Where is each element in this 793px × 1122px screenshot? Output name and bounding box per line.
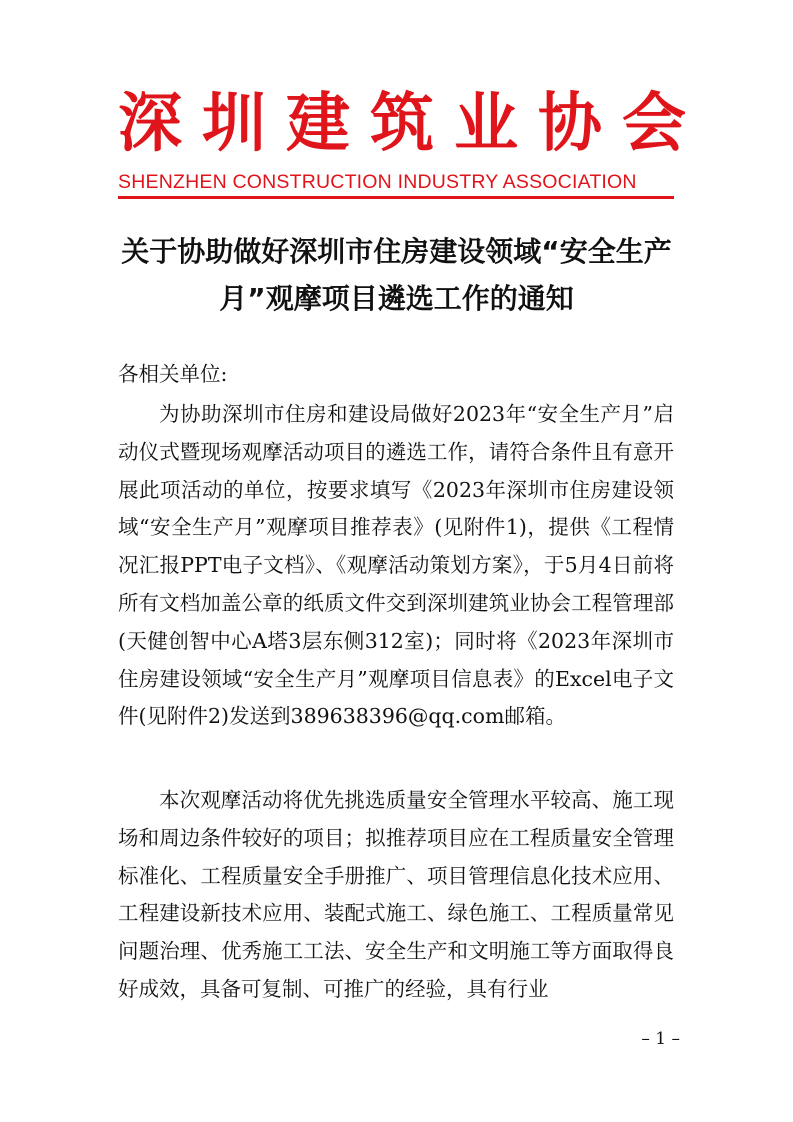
letterhead-divider xyxy=(118,196,674,199)
salutation: 各相关单位: xyxy=(118,362,228,386)
letterhead-name-en: SHENZHEN CONSTRUCTION INDUSTRY ASSOCIATION xyxy=(118,171,637,193)
paragraph-2: 本次观摩活动将优先挑选质量安全管理水平较高、施工现场和周边条件较好的项目；拟推荐项目应在工程质量安全管理标准化、工程质量安全手册推广、项目管理信息化技术应用、工程建设新技术应用、装配式施工、绿色施工、工程质量常见问题治理、优秀施工工法、安全生产和文明施工等方面取得良好成效，具备可复制、可推广的经验，具有行业 xyxy=(118,788,674,1001)
document-title: 关于协助做好深圳市住房建设领域“安全生产月”观摩项目遴选工作的通知 xyxy=(121,235,672,315)
letterhead-name-cn: 深圳建筑业协会 xyxy=(118,86,706,161)
paragraph-1: 为协助深圳市住房和建设局做好2023年“安全生产月”启动仪式暨现场观摩活动项目的遴选工作，请符合条件且有意开展此项活动的单位，按要求填写《2023年深圳市住房建设领域“安全生产月”观摩项目推荐表》(见附件1)，提供《工程情况汇报PPT电子文档》、《观摩活动策划方案》，于5月4日前将所有文档加盖公章的纸质文件交到深圳建筑业协会工程管理部(天健创智中心A塔3层东侧312室)；同时将《2023年深圳市住房建设领域“安全生产月”观摩项目信息表》的Excel电子文件(见附件2)发送到389638396@qq.com邮箱。 xyxy=(118,402,674,729)
page-number: – 1 – xyxy=(641,1029,680,1049)
